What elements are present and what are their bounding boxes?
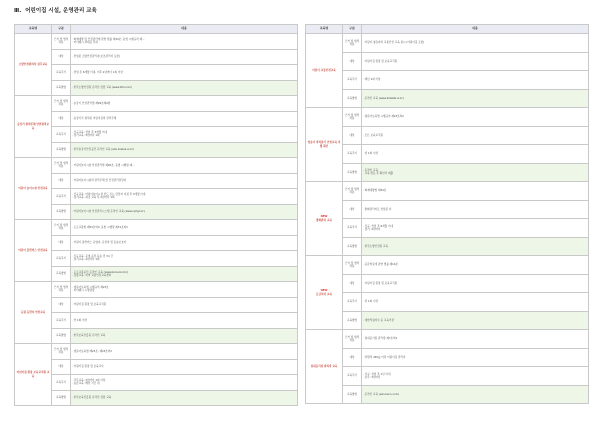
row-content-cell: · 어린이놀이시설 안전관리시스템 온라인 교육 (www.cpf.go.kr) xyxy=(71,204,298,220)
table-row xyxy=(15,313,298,329)
row-type-cell: 대상 xyxy=(343,126,362,145)
table-row xyxy=(15,390,298,406)
table-row xyxy=(15,359,298,375)
row-content-cell: · 신규교육: 어린이놀이시설 인도 또는 담당자 지정 후 3개월 이내 · 정기교육: 최초 교육 후 2년마다 1회 xyxy=(71,189,298,205)
table-row xyxy=(15,80,298,96)
row-type-cell: 근거 및 법적처분 xyxy=(52,158,71,174)
row-type-cell: 교육주기 xyxy=(343,367,362,386)
row-type-cell: 근거 및 법적처분 xyxy=(52,344,71,360)
table-row xyxy=(306,256,589,275)
left-education-table xyxy=(14,24,298,406)
row-type-cell: 대상 xyxy=(52,235,71,251)
row-content-cell: · 어린이집 원장 및 보육교사 xyxy=(71,359,298,375)
row-content-cell: · 어린이놀이시설의 관리주체 및 안전관리담당자 xyxy=(71,173,298,189)
table-row xyxy=(306,293,589,312)
row-type-cell: 대상 xyxy=(52,173,71,189)
table-row xyxy=(15,111,298,127)
row-type-cell: 교육방법 xyxy=(52,80,71,96)
row-type-cell: 교육방법 xyxy=(343,385,362,404)
new-badge: NEW xyxy=(320,289,328,293)
row-content-cell: · 대한적십자사 등 교육기관 xyxy=(362,311,589,330)
row-content-cell: · 어린이 통학버스 운영자, 운전자 및 동승보호자 xyxy=(71,235,298,251)
row-content-cell: · 선임 후 6개월 이내, 이후 2년마다 1회 이상 xyxy=(71,65,298,81)
row-content-cell: · 화재예방법 제34조 xyxy=(362,182,589,201)
col-header-category: 교육명 xyxy=(15,25,52,34)
table-row xyxy=(306,200,589,219)
row-type-cell: 대상 xyxy=(52,49,71,65)
row-content-cell: · 한국승강기안전공단 온라인 교육 (edu.koelsa.or.kr) xyxy=(71,142,298,158)
section-heading xyxy=(14,6,97,14)
row-content-cell: · 온라인 교육 · 교육 완료 후 확인서 제출 xyxy=(362,163,589,182)
table-row xyxy=(15,34,298,50)
row-type-cell: 근거 및 법적처분 xyxy=(343,108,362,127)
row-type-cell: 근거 및 법적처분 xyxy=(343,330,362,349)
table-row xyxy=(306,126,589,145)
table-row xyxy=(306,219,589,238)
new-badge: NEW xyxy=(320,215,328,219)
row-content-cell: · 도로교통공단 온라인 교육 (www.koroad.or.kr) · 집합교육: 지역 교통안전교육센터 xyxy=(71,266,298,282)
row-type-cell: 근거 및 법적처분 xyxy=(52,34,71,50)
table-row xyxy=(15,142,298,158)
row-content-cell: · 어린이놀이시설 안전관리법 제20조, 동법 시행령 제... xyxy=(71,158,298,174)
row-content-cell: · 승강기 안전관리법 제29조제2항 xyxy=(71,96,298,112)
education-name: 승강기 관리주체 안전관리교육 xyxy=(17,123,49,130)
table-row xyxy=(15,375,298,391)
table-row xyxy=(15,220,298,236)
col-header-sub: 구분 xyxy=(52,25,71,34)
table-row xyxy=(15,251,298,267)
row-type-cell: 교육방법 xyxy=(343,237,362,256)
education-name: 응급처치 교육 xyxy=(316,292,332,296)
row-type-cell: 교육주기 xyxy=(52,313,71,329)
row-content-cell: · 승강기가 설치된 어린이집의 관리주체 xyxy=(71,111,298,127)
table-row xyxy=(306,385,589,404)
row-type-cell: 교육주기 xyxy=(52,189,71,205)
row-type-cell: 교육방법 xyxy=(343,311,362,330)
table-row xyxy=(306,163,589,182)
row-type-cell: 교육방법 xyxy=(52,142,71,158)
row-type-cell: 교육주기 xyxy=(52,251,71,267)
row-type-cell: 대상 xyxy=(343,348,362,367)
row-content-cell: · 어린이·영유아의 교통안전 교육 실시 (어린이집 포함) xyxy=(362,34,589,53)
education-name-cell xyxy=(306,330,343,404)
row-type-cell: 교육방법 xyxy=(343,89,362,108)
education-name-cell xyxy=(15,158,52,220)
table-row xyxy=(15,344,298,360)
education-name: 등원 등학자 안전교육 xyxy=(20,311,46,315)
row-type-cell: 교육방법 xyxy=(343,163,362,182)
table-row xyxy=(306,52,589,71)
table-row xyxy=(306,89,589,108)
row-type-cell: 대상 xyxy=(343,274,362,293)
section-number: Ⅲ. xyxy=(14,8,22,14)
row-content-cell: · 온라인 교육 (www.kidsafe.or.kr) xyxy=(362,89,589,108)
table-row xyxy=(15,49,298,65)
row-content-cell: · 신규: 선임 후 1년 이내 · 보수: 3년마다 xyxy=(362,367,589,386)
row-content-cell: · 연 1회 이상 xyxy=(362,293,589,312)
education-name: 어린이집 원장 보육교직원 교육 xyxy=(16,371,50,378)
education-name-cell xyxy=(15,282,52,344)
table-row xyxy=(15,204,298,220)
col-header-content: 내용 xyxy=(71,25,298,34)
right-education-table xyxy=(305,24,589,404)
education-name-cell xyxy=(15,220,52,282)
row-type-cell: 교육주기 xyxy=(343,219,362,238)
row-type-cell: 근거 및 법적처분 xyxy=(52,282,71,298)
row-content-cell: · 영유아보육법 시행규칙 제23조의2 xyxy=(362,108,589,127)
table-row xyxy=(15,328,298,344)
row-type-cell: 교육방법 xyxy=(52,328,71,344)
row-type-cell: 교육주기 xyxy=(52,375,71,391)
table-row xyxy=(306,348,589,367)
table-row xyxy=(15,65,298,81)
table-row xyxy=(306,71,589,90)
education-name-cell xyxy=(15,344,52,406)
table-row xyxy=(306,274,589,293)
row-content-cell: · 한국소방안전원 온라인·집합 교육 (www.kfsi.or.kr) xyxy=(71,80,298,96)
row-type-cell: 교육방법 xyxy=(52,266,71,282)
col-header-content-right: 내용 xyxy=(362,25,589,34)
row-content-cell: · 신규교육: 선임 후 3개월 이내 · 정기교육: 3년마다 1회 xyxy=(71,127,298,143)
row-content-cell: · 모든 보육교직원 xyxy=(362,126,589,145)
col-header-category-right: 교육명 xyxy=(306,25,343,34)
row-content-cell: · 영유아보육법 제23조, 제23조의2 xyxy=(71,344,298,360)
row-type-cell: 교육주기 xyxy=(52,127,71,143)
row-type-cell: 대상 xyxy=(52,359,71,375)
table-row xyxy=(306,237,589,256)
row-type-cell: 근거 및 법적처분 xyxy=(343,182,362,201)
row-type-cell: 교육주기 xyxy=(343,293,362,312)
row-content-cell: · 응급의료에 관한 법률 제14조 xyxy=(362,256,589,275)
row-content-cell: · 화재예방 및 안전관리에 관한 법률 제34조, 동법 시행규칙 제... · 미이행시 과태료 부과 xyxy=(71,34,298,50)
row-type-cell: 교육방법 xyxy=(52,390,71,406)
education-name: 방화관리 교육 xyxy=(316,218,332,222)
row-type-cell: 대상 xyxy=(343,52,362,71)
row-content-cell: · 방화관리자로 선임된 자 xyxy=(362,200,589,219)
row-type-cell: 교육주기 xyxy=(343,145,362,164)
row-type-cell: 교육방법 xyxy=(52,204,71,220)
row-content-cell: · 실내공기질 관리법 제7조의2 xyxy=(362,330,589,349)
table-row xyxy=(15,297,298,313)
row-type-cell: 교육주기 xyxy=(343,71,362,90)
education-name-cell xyxy=(306,34,343,108)
table-row xyxy=(15,189,298,205)
row-type-cell: 대상 xyxy=(343,200,362,219)
row-type-cell: 근거 및 법적처분 xyxy=(52,96,71,112)
row-content-cell: · 매년 1회 이상 xyxy=(362,71,589,90)
table-row xyxy=(15,266,298,282)
table-row xyxy=(15,158,298,174)
row-content-cell: · 신규: 선임 후 6개월 이내 · 정기: 2년마다 xyxy=(362,219,589,238)
table-row xyxy=(306,34,589,53)
education-name: 영유아 자리잡기 안전교육 이행 확인 xyxy=(307,141,341,148)
row-content-cell: · 연 1회 이상 xyxy=(362,145,589,164)
row-type-cell: 근거 및 법적처분 xyxy=(343,34,362,53)
table-row xyxy=(306,145,589,164)
row-content-cell: · 한국보육진흥원 온라인·집합 교육 xyxy=(71,390,298,406)
table-row xyxy=(306,367,589,386)
row-content-cell: · 연 1회 이상 xyxy=(71,313,298,329)
education-name: 실내공기질 관리자 교육 xyxy=(310,365,338,369)
section-title: 어린이집 시설, 운영관리 교육 xyxy=(25,8,97,14)
row-type-cell: 교육주기 xyxy=(52,65,71,81)
table-row xyxy=(306,311,589,330)
row-type-cell: 근거 및 법적처분 xyxy=(343,256,362,275)
table-row xyxy=(15,127,298,143)
table-row xyxy=(306,182,589,201)
row-content-cell: · 어린이집 원장 및 보육교직원 xyxy=(362,274,589,293)
education-name-cell xyxy=(306,182,343,256)
table-row xyxy=(306,330,589,349)
table-row xyxy=(15,235,298,251)
row-content-cell: · 선임된 소방안전관리자(보조관리자 포함) xyxy=(71,49,298,65)
table-row xyxy=(15,173,298,189)
education-name: 어린이 교통안전교육 xyxy=(312,69,336,73)
row-content-cell: · 도로교통법 제53조의3, 동법 시행령 제31조의2 xyxy=(71,220,298,236)
table-row xyxy=(15,96,298,112)
education-name: 소방안전관리자 실무교육 xyxy=(18,63,48,67)
row-content-cell: · 한국소방안전원 교육 xyxy=(362,237,589,256)
education-name: 어린이 놀이시설 안전교육 xyxy=(18,187,48,191)
row-content-cell: · 온라인 교육 (edu.keco.or.kr) xyxy=(362,385,589,404)
row-content-cell: · 영유아보육법 시행규칙 제23조 · 미이행시 시정명령 xyxy=(71,282,298,298)
col-header-sub-right: 구분 xyxy=(343,25,362,34)
education-name: 어린이 통학버스 안전교육 xyxy=(18,249,48,253)
row-content-cell: · 직무교육: 3년마다 1회 이상 · 승급교육: 해당 기간 내 xyxy=(71,375,298,391)
education-name-cell xyxy=(306,256,343,330)
row-content-cell: · 연면적 430㎡ 이상 어린이집 관리자 xyxy=(362,348,589,367)
row-type-cell: 대상 xyxy=(52,111,71,127)
row-type-cell: 근거 및 법적처분 xyxy=(52,220,71,236)
row-content-cell: · 어린이집 원장 및 보육교직원 xyxy=(71,297,298,313)
education-name-cell xyxy=(306,108,343,182)
row-content-cell: · 한국보육진흥원 온라인 교육 xyxy=(71,328,298,344)
table-row xyxy=(15,282,298,298)
row-content-cell: · 어린이집 원장 및 보육교직원 xyxy=(362,52,589,71)
education-name-cell xyxy=(15,96,52,158)
row-content-cell: · 신규교육: 운영·운전·동승 전 3시간 · 정기교육: 2년마다 1회 xyxy=(71,251,298,267)
table-row xyxy=(306,108,589,127)
row-type-cell: 대상 xyxy=(52,297,71,313)
education-name-cell xyxy=(15,34,52,96)
